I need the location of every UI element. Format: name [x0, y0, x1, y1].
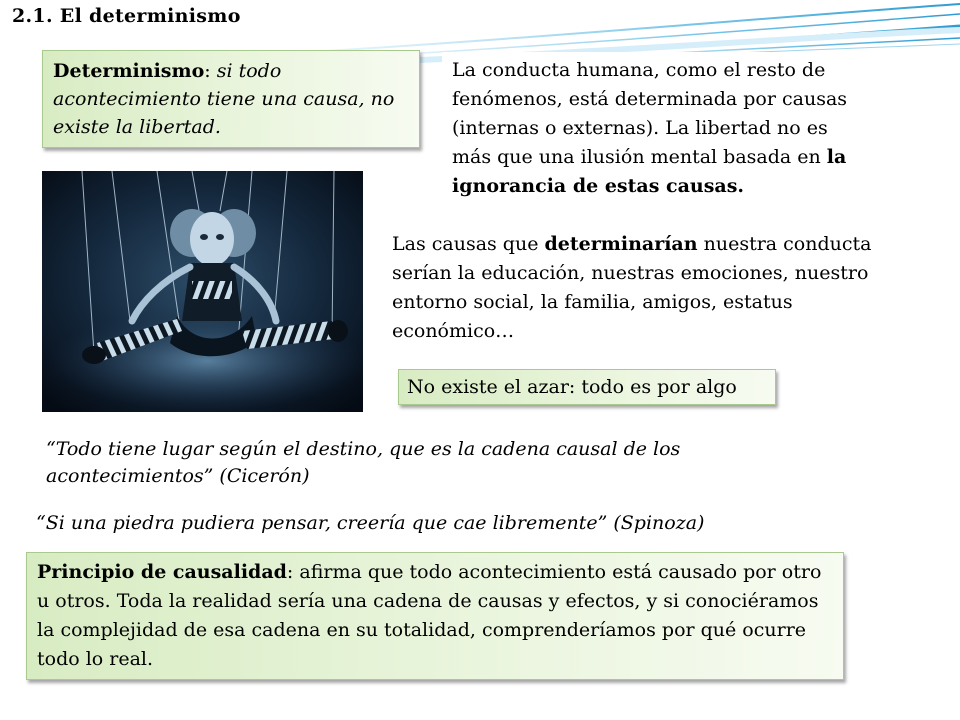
conduct-paragraph — [442, 52, 882, 204]
causes-text-before: Las causas que — [392, 233, 545, 255]
quote-ciceron-author: (Cicerón) — [219, 465, 310, 487]
no-chance-box — [398, 369, 776, 405]
causes-text-after: nuestra conducta serían la educación, nuestras emociones, nuestro entorno social, la familia, amigos, estatus económico… — [392, 233, 872, 342]
quote-ciceron-text: “Todo tiene lugar según el destino, que es la cadena causal de los acontecimientos” — [46, 438, 681, 487]
principle-term: Principio de causalidad — [37, 561, 287, 583]
quote-ciceron — [46, 436, 746, 490]
causes-bold-text: determinarían — [544, 233, 698, 255]
principle-box — [26, 552, 844, 680]
quote-spinoza-text: “Si una piedra pudiera pensar, creería que cae libremente” — [36, 512, 614, 534]
principle-text: : afirma que todo acontecimiento está causado por otro u otros. Toda la realidad sería una cadena de causas y efectos, y si conociéramos la complejidad de esa cadena en su totalidad, comprenderíamos por qué ocurre todo lo real. — [37, 561, 822, 670]
quote-spinoza-author: (Spinoza) — [613, 512, 705, 534]
slide-title: 2.1. El determinismo — [0, 0, 268, 36]
definition-text: si todo acontecimiento tiene una causa, no existe la libertad. — [53, 60, 395, 138]
marionette-photo — [42, 171, 363, 412]
causes-paragraph — [388, 230, 896, 346]
quote-spinoza — [36, 510, 776, 537]
no-chance-text: No existe el azar: todo es por algo — [407, 376, 737, 398]
definition-term: Determinismo — [53, 60, 205, 82]
definition-separator: : — [204, 60, 217, 82]
conduct-text: La conducta humana, como el resto de fenómenos, está determinada por causas (internas o externas). La libertad no es más que una ilusión mental basada en — [452, 59, 848, 168]
conduct-bold-text: la ignorancia de estas causas. — [452, 146, 847, 197]
definition-box — [42, 50, 420, 148]
